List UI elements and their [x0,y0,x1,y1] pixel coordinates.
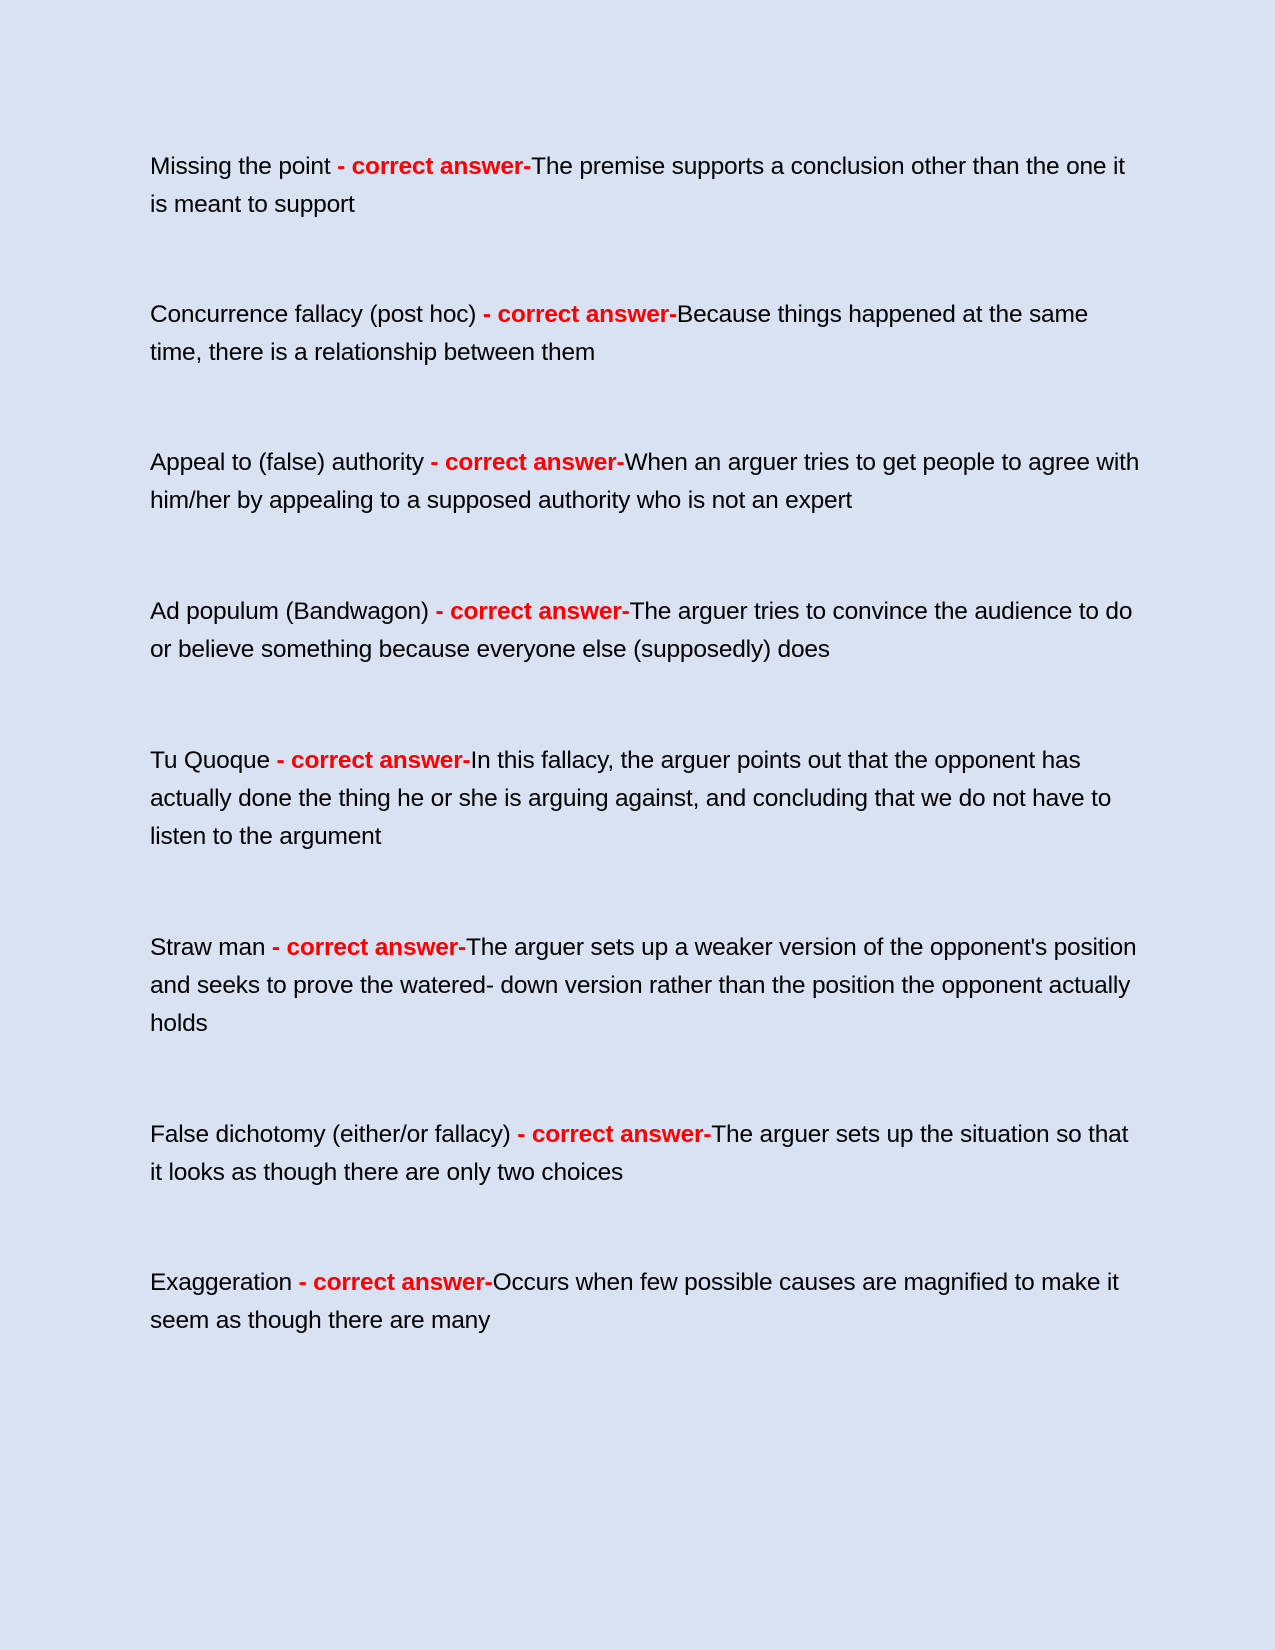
answer-separator: - correct answer- [298,1269,493,1296]
term: Concurrence fallacy (post hoc) [150,301,483,328]
term: Straw man [150,934,272,961]
definition: Because things happened at the same time, there is a relationship between them [150,301,1089,366]
flashcard-entry [150,929,1140,1043]
answer-separator: - correct answer- [276,747,471,774]
answer-separator: - correct answer- [337,153,532,180]
term: Missing the point [150,153,338,180]
answer-separator: - correct answer- [271,934,466,961]
definition: The arguer tries to convince the audience to do or believe something because everyone else (supposedly) does [150,598,1133,663]
answer-separator: - correct answer- [430,449,625,476]
flashcard-entry [150,593,1140,669]
flashcard-entry [150,148,1140,224]
answer-separator: - correct answer- [482,301,677,328]
definition: The arguer sets up a weaker version of the opponent's position and seeks to prove the watered- down version rather than the position the opponent actually holds [150,934,1137,1037]
definition: When an arguer tries to get people to agree with him/her by appealing to a supposed authority who is not an expert [150,449,1140,514]
flashcard-entry [150,742,1140,856]
definition: The arguer sets up the situation so that it looks as though there are only two choices [150,1121,1129,1186]
term: Exaggeration [150,1269,299,1296]
definition: The premise supports a conclusion other than the one it is meant to support [150,153,1125,218]
flashcard-entry [150,1264,1140,1340]
definition: In this fallacy, the arguer points out that the opponent has actually done the thing he or she is arguing against, and concluding that we do not have to listen to the argument [150,747,1112,850]
term: Tu Quoque [150,747,277,774]
flashcard-entry [150,444,1140,520]
definition: Occurs when few possible causes are magnified to make it seem as though there are many [150,1269,1119,1334]
term: Ad populum (Bandwagon) [150,598,436,625]
flashcard-entry [150,296,1140,372]
term: False dichotomy (either/or fallacy) [150,1121,518,1148]
answer-separator: - correct answer- [435,598,630,625]
flashcard-entry [150,1116,1140,1192]
term: Appeal to (false) authority [150,449,431,476]
answer-separator: - correct answer- [517,1121,712,1148]
